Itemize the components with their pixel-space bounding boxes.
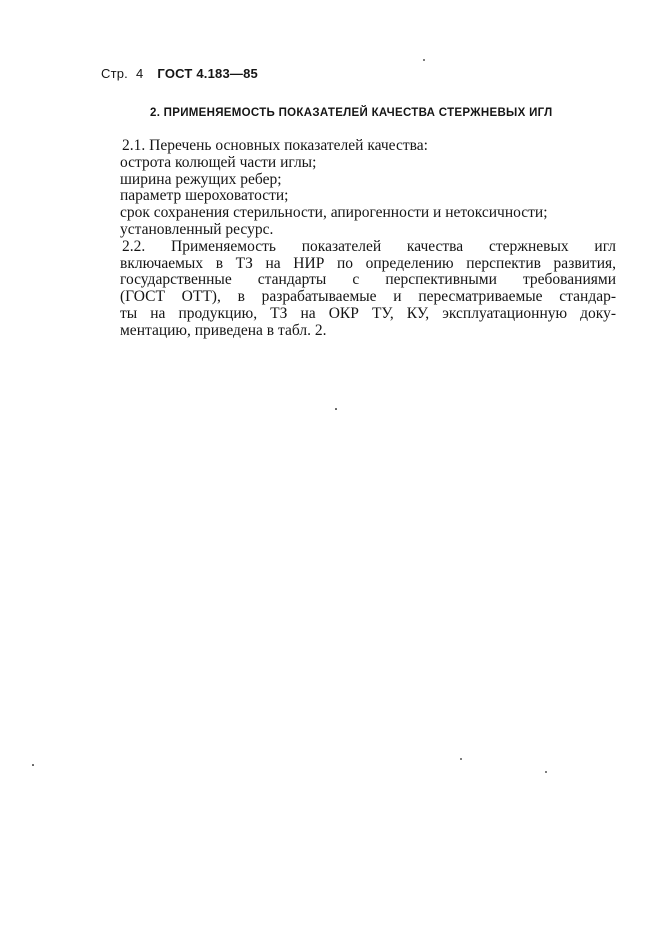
section-body: [122, 138, 616, 340]
paragraph-2-1-intro: 2.1. Перечень основных показателей качества:: [122, 138, 428, 154]
scan-speck: [335, 408, 337, 410]
scan-speck: [32, 764, 34, 766]
standard-number: ГОСТ 4.183—85: [157, 66, 258, 81]
list-item-sharpness: острота колющей части иглы;: [120, 154, 317, 171]
paragraph-2-2-line-5: ты на продукцию, ТЗ на ОКР ТУ, КУ, эксплуатационную доку-: [120, 305, 616, 322]
list-item-edge-width: ширина режущих ребер;: [120, 171, 282, 188]
scan-speck: [423, 59, 425, 61]
list-item-resource: установленный ресурс.: [120, 221, 274, 238]
page-label: Стр.: [101, 66, 128, 81]
section-title: 2. ПРИМЕНЯЕМОСТЬ ПОКАЗАТЕЛЕЙ КАЧЕСТВА СТЕРЖНЕВЫХ ИГЛ: [150, 107, 553, 119]
paragraph-2-2-line-1: 2.2. Применяемость показателей качества стержневых игл: [122, 238, 616, 255]
page-number: 4: [135, 66, 144, 81]
list-item-sterility-term: срок сохранения стерильности, апирогенности и нетоксичности;: [120, 205, 548, 222]
page-header: [101, 66, 258, 81]
scan-speck: [545, 771, 547, 773]
paragraph-2-2-line-6: ментацию, приведена в табл. 2.: [120, 322, 327, 339]
paragraph-2-2-line-4: (ГОСТ ОТТ), в разрабатываемые и пересматриваемые стандар-: [120, 289, 616, 306]
paragraph-2-2-line-2: включаемых в ТЗ на НИР по определению перспектив развития,: [120, 255, 616, 272]
list-item-roughness: параметр шероховатости;: [120, 188, 289, 205]
scan-speck: [460, 758, 462, 760]
paragraph-2-2-line-3: государственные стандарты с перспективными требованиями: [120, 272, 616, 289]
